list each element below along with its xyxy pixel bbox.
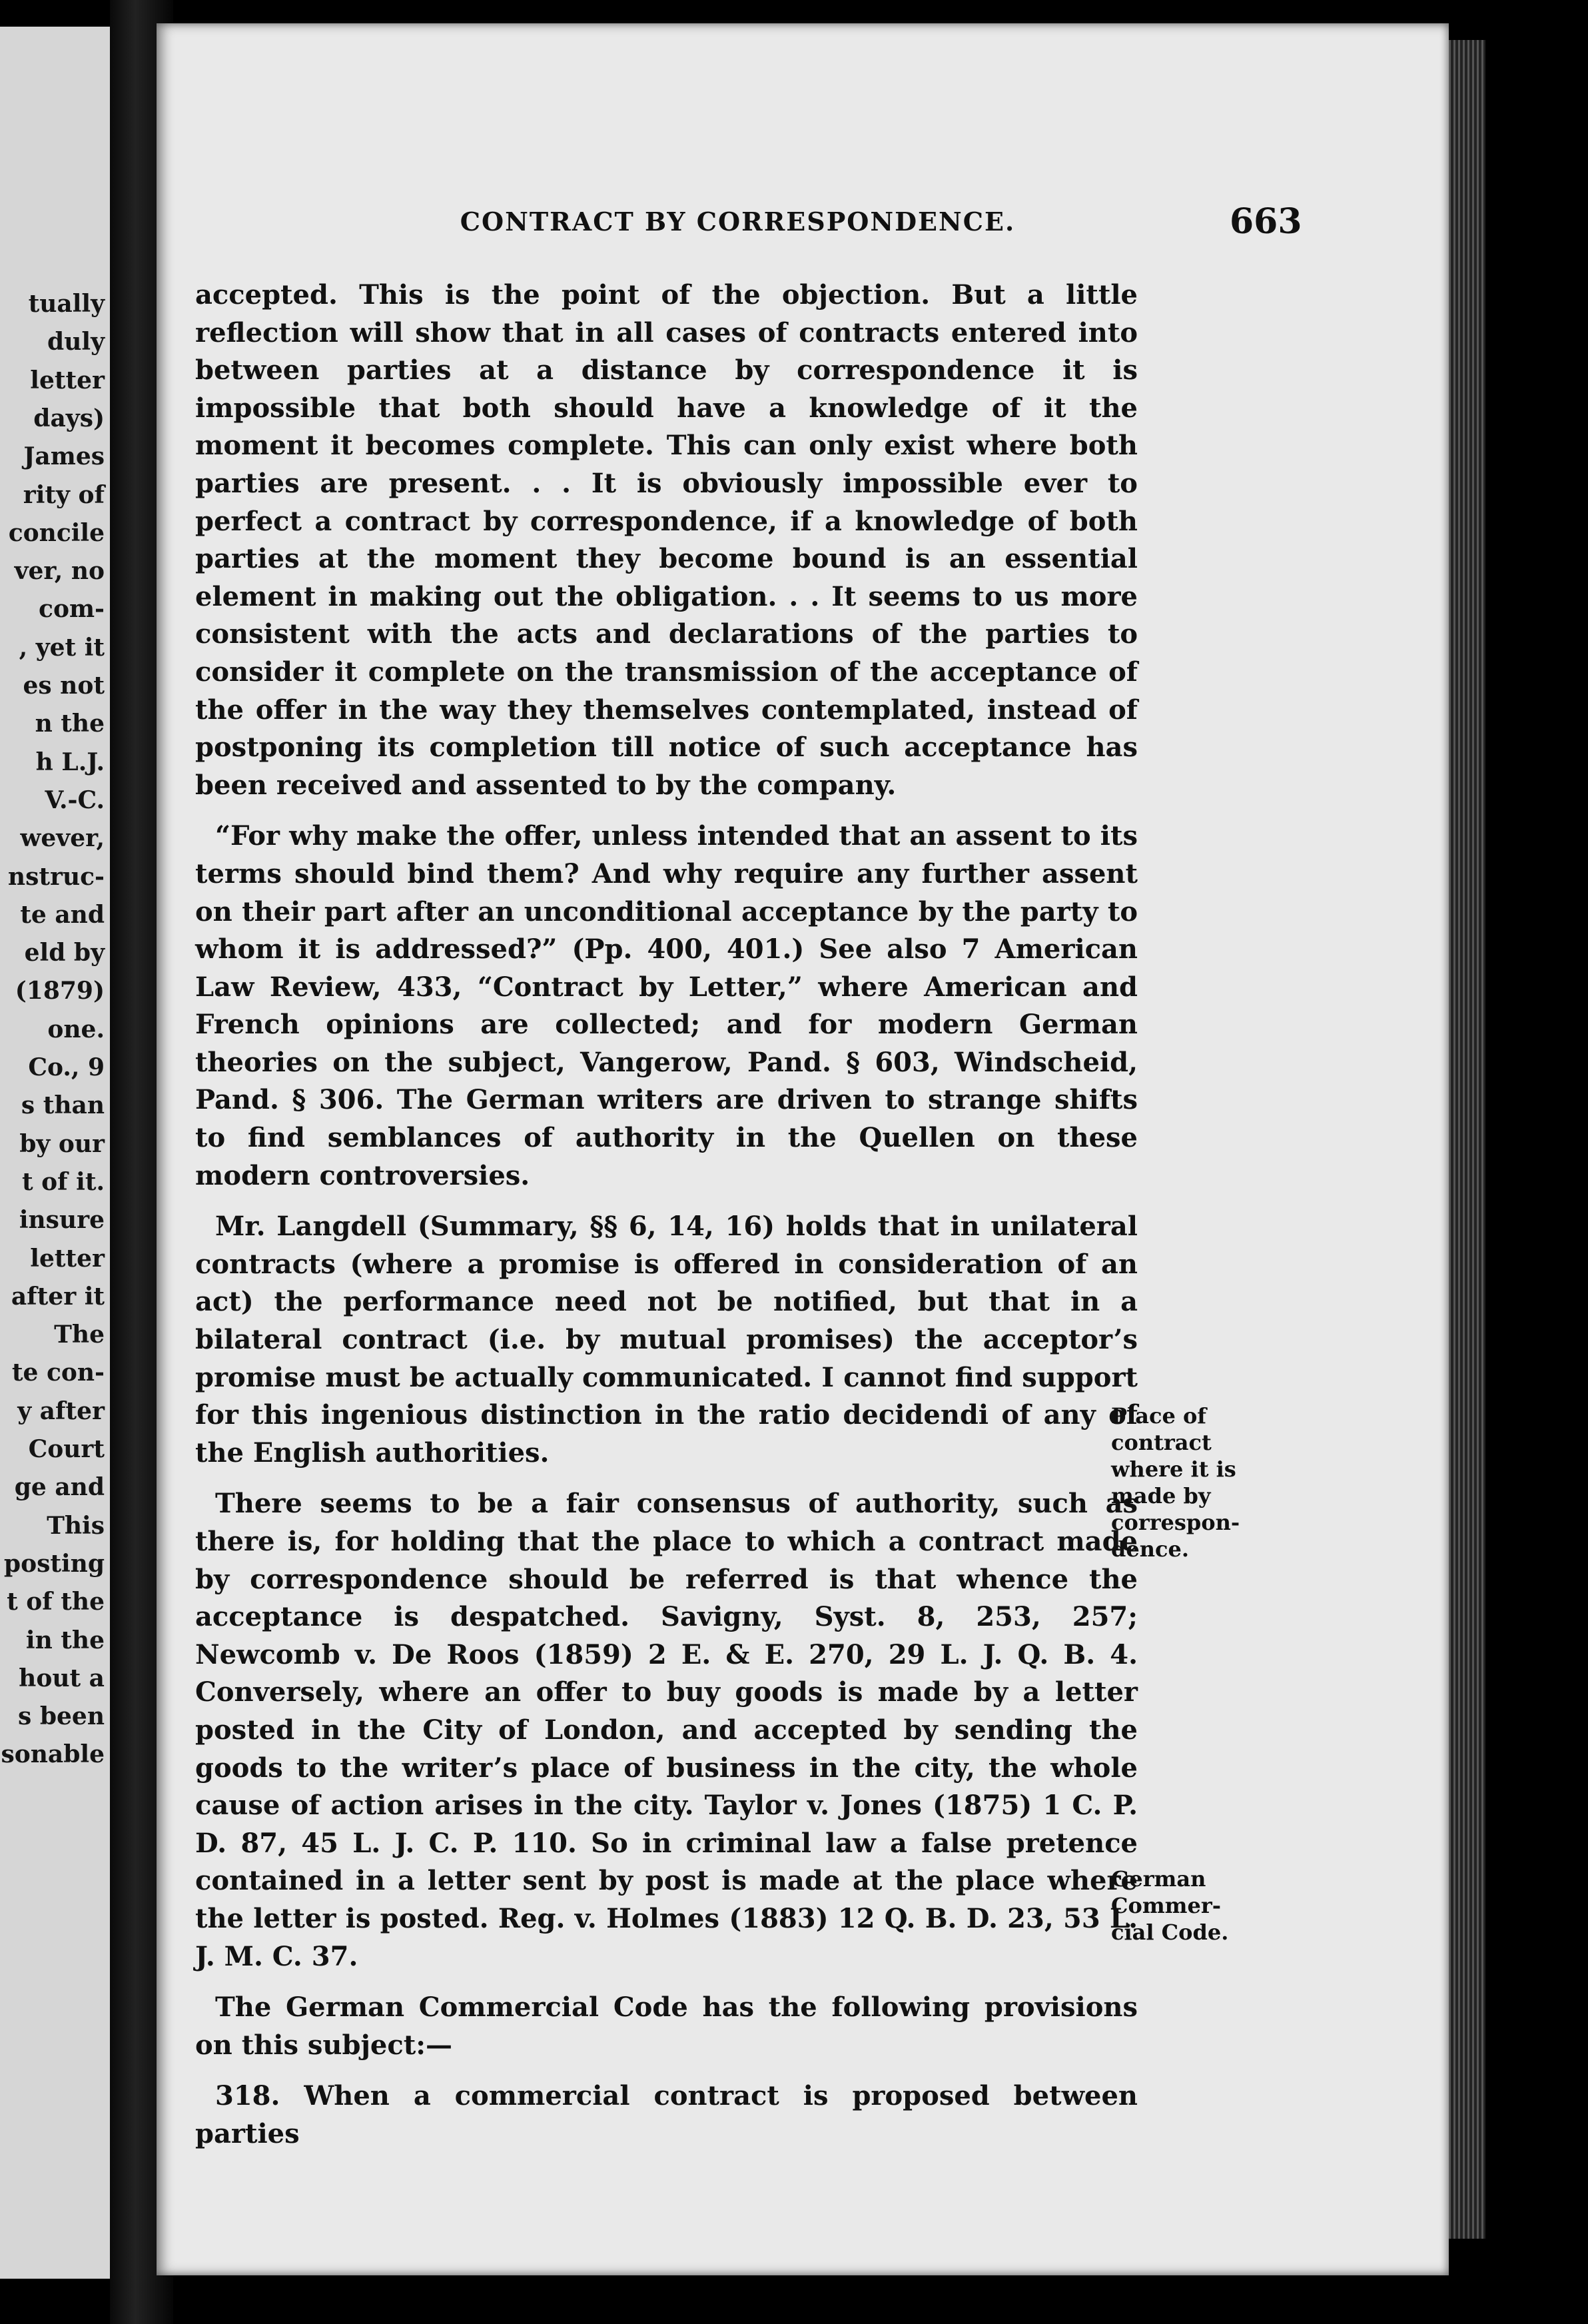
running-title: CONTRACT BY CORRESPONDENCE. [460, 207, 1016, 237]
left-page-fragment: Court [28, 1435, 105, 1463]
left-page-fragment: t of it. [21, 1167, 105, 1196]
left-page-fragment: eld by [24, 939, 105, 967]
paragraph: accepted. This is the point of the objection. But a little reflection will show that in all cases of contracts entered into between parties at a distance by correspondence it is impossible that both should have a knowledge of it the moment it becomes complete. This can only exist where both parties are present. . . It is obviously impossible ever to perfect a contract by correspondence, if a knowledge of both parties at the moment they become bound is an essential element in making out the obligation. . . It seems to us more consistent with the acts and declarations of the parties to consider it complete on the transmission of the acceptance of the offer in the way they themselves contemplated, instead of postponing its completion till notice of such acceptance has been received and assented to by the company. [195, 279, 1138, 801]
left-page-fragment: Co., 9 [28, 1053, 105, 1081]
body-text [195, 277, 1138, 2167]
left-page-fragment: h L.J. [35, 748, 105, 776]
margin-note-line: made by [1111, 1483, 1211, 1508]
margin-note-place-of-contract [1111, 1403, 1240, 1562]
left-page-fragment: sonable [1, 1740, 105, 1769]
margin-note-line: German [1111, 1866, 1206, 1892]
left-page-fragment: by our [19, 1129, 105, 1158]
left-page-fragment: wever, [20, 824, 105, 853]
left-page-fragment: hout a [19, 1664, 105, 1692]
left-page-fragment: t of the [7, 1588, 105, 1616]
left-page-fragment: in the [25, 1626, 105, 1654]
margin-note-line: Place of [1111, 1403, 1207, 1429]
left-page-fragment: y after [17, 1397, 105, 1425]
left-page-fragment: V.-C. [45, 786, 105, 814]
left-page-fragment: te con- [11, 1359, 105, 1387]
left-page-fragment: n the [35, 710, 105, 738]
left-page-fragment: insure [19, 1206, 105, 1235]
left-page-fragment: letter [30, 1244, 105, 1273]
margin-note-line: contract [1111, 1430, 1212, 1455]
margin-note-line: correspon- [1111, 1510, 1240, 1535]
left-page-fragment: tually [28, 290, 105, 318]
page-stack-edge [1449, 40, 1485, 2239]
left-page-fragment: , yet it [19, 633, 105, 662]
left-page-fragment: The [54, 1321, 105, 1349]
margin-note-line: where it is [1111, 1456, 1236, 1482]
paragraph: 318. When a commercial contract is proposed between parties [195, 2080, 1138, 2149]
left-page-fragment: ver, no [14, 557, 105, 586]
left-page-fragment: nstruc- [7, 862, 105, 891]
page-number: 663 [1230, 201, 1302, 242]
previous-page-edge [0, 27, 110, 2279]
paragraph: Mr. Langdell (Summary, §§ 6, 14, 16) holds that in unilateral contracts (where a promise is offered in consideration of an act) the performance need not be notified, but that in a bilateral contract (i.e. by mutual promises) the acceptor’s promise must be actually communicated. I cannot find support for this ingenious distinction in the ratio decidendi of any of the English authorities. [195, 1211, 1138, 1468]
paragraph: The German Commercial Code has the following provisions on this subject:— [195, 1992, 1138, 2061]
left-page-fragment: s than [21, 1091, 105, 1120]
left-page-fragment: s been [18, 1702, 105, 1731]
left-page-fragment: This [47, 1511, 105, 1540]
paragraph: “For why make the offer, unless intended that an assent to its terms should bind them? And why require any further assent on their part after an unconditional acceptance by the party to whom it is addressed?” (Pp. 400, 401.) See also 7 American Law Review, 433, “Contract by Letter,” where American and French opinions are collected; and for modern German theories on the subject, Vangerow, Pand. § 603, Windscheid, Pand. § 306. The German writers are driven to strange shifts to find semblances of authority in the Quellen on these modern controversies. [195, 820, 1138, 1191]
left-page-fragment: ge and [14, 1473, 105, 1502]
left-page-fragment: (1879) [15, 977, 105, 1005]
margin-note-line: Commer- [1111, 1893, 1222, 1918]
left-page-fragment: te and [20, 900, 105, 929]
left-page-fragment: James [23, 442, 105, 471]
margin-note-line: cial Code. [1111, 1920, 1229, 1945]
left-page-fragment: days) [33, 404, 105, 432]
margin-note-line: dence. [1111, 1536, 1189, 1562]
left-page-fragment: posting [3, 1549, 105, 1578]
paragraph: There seems to be a fair consensus of authority, such as there is, for holding that the place to which a contract made by correspondence should be referred is that whence the acceptance is despatched. Savigny, Syst. 8, 253, 257; Newcomb v. De Roos (1859) 2 E. & E. 270, 29 L. J. Q. B. 4. Conversely, where an offer to buy goods is made by a letter posted in the City of London, and accepted by sending the goods to the writer’s place of business in the city, the whole cause of action arises in the city. Taylor v. Jones (1875) 1 C. P. D. 87, 45 L. J. C. P. 110. So in criminal law a false pretence contained in a letter sent by post is made at the place where the letter is posted. Reg. v. Holmes (1883) 12 Q. B. D. 23, 53 L. J. M. C. 37. [195, 1488, 1138, 1972]
left-page-fragment: letter [30, 366, 105, 394]
margin-note-german-code [1111, 1866, 1228, 1946]
left-page-fragment: one. [47, 1015, 105, 1043]
left-page-fragment: com- [39, 595, 105, 624]
left-page-fragment: duly [47, 328, 105, 356]
left-page-fragment: after it [11, 1282, 105, 1311]
left-page-fragment: es not [23, 672, 105, 700]
left-page-fragment: rity of [23, 480, 105, 509]
left-page-fragment: concile [8, 518, 105, 547]
